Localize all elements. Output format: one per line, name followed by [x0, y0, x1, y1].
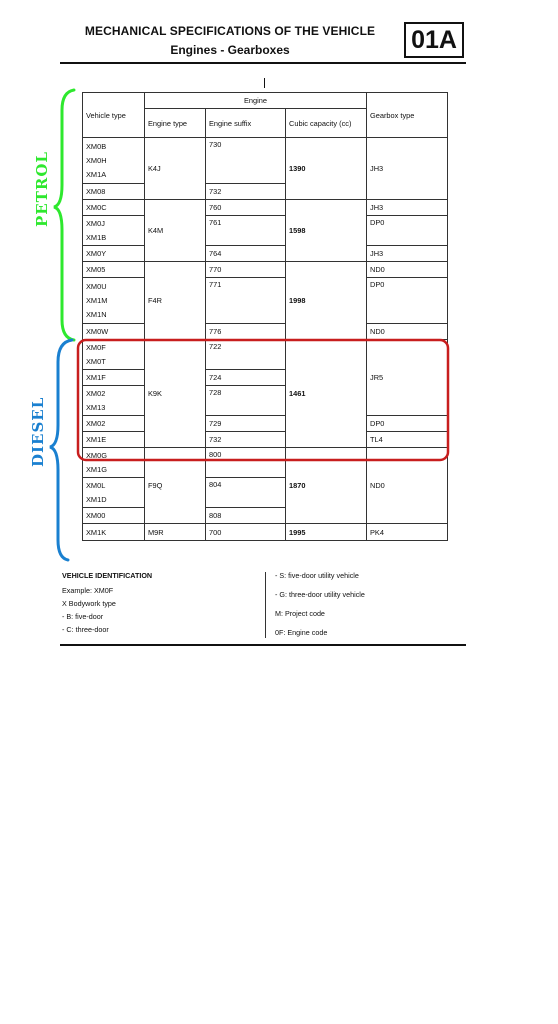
vehicle-identification-heading: VEHICLE IDENTIFICATION [62, 571, 153, 580]
table-cell-suffix: 770 [206, 262, 286, 278]
table-cell-suffix: 724 [206, 370, 286, 386]
table-cell-engine-type: K4M [145, 200, 206, 262]
table-cell-gearbox: DP0 [367, 278, 448, 324]
table-cell-suffix: 760 [206, 200, 286, 216]
table-cell-suffix: 732 [206, 184, 286, 200]
table-cell-suffix: 732 [206, 432, 286, 448]
table-cell-engine-type: M9R [145, 524, 206, 541]
table-cell-engine-type: K4J [145, 138, 206, 200]
table-cell-vehicle: XM08 [83, 184, 145, 200]
three-door-text: - C: three-door [62, 625, 109, 634]
header-engine: Engine [145, 93, 367, 109]
example-text: Example: XM0F [62, 586, 114, 595]
footer-divider [265, 572, 266, 638]
header-gearbox-type: Gearbox type [367, 93, 448, 138]
table-cell-vehicle: XM1K [83, 524, 145, 541]
bodywork-text: X Bodywork type [62, 599, 116, 608]
table-cell-suffix: 771 [206, 278, 286, 324]
table-cell-capacity: 1998 [286, 262, 367, 340]
table-cell-vehicle: XM05 [83, 262, 145, 278]
table-cell-gearbox: ND0 [367, 448, 448, 524]
diesel-label: DIESEL [29, 396, 47, 467]
header-cubic-capacity: Cubic capacity (cc) [286, 109, 367, 138]
table-cell-vehicle: XM0B XM0H XM1A [83, 138, 145, 184]
section-code-box: 01A [404, 22, 464, 58]
table-cell-vehicle: XM0G XM1G [83, 448, 145, 478]
header-vehicle-type: Vehicle type [83, 93, 145, 138]
table-cell-suffix: 761 [206, 216, 286, 246]
table-cell-capacity: 1461 [286, 340, 367, 448]
table-cell-gearbox: TL4 [367, 432, 448, 448]
footer-right [275, 570, 465, 638]
utility-five-door-text: - S: five-door utility vehicle [275, 571, 359, 580]
project-code-text: M: Project code [275, 609, 325, 618]
table-cell-vehicle: XM0J XM1B [83, 216, 145, 246]
table-cell-capacity: 1390 [286, 138, 367, 200]
table-cell-suffix: 804 [206, 478, 286, 508]
diesel-brace [50, 340, 72, 560]
table-cell-suffix: 722 [206, 340, 286, 370]
table-cell-gearbox: DP0 [367, 216, 448, 246]
table-cell-gearbox: JH3 [367, 200, 448, 216]
header-engine-type: Engine type [145, 109, 206, 138]
table-cell-vehicle: XM0U XM1M XM1N [83, 278, 145, 324]
table-cell-vehicle: XM02 XM13 [83, 386, 145, 416]
table-cell-vehicle: XM1F [83, 370, 145, 386]
table-cell-vehicle: XM0F XM0T [83, 340, 145, 370]
five-door-text: - B: five-door [62, 612, 104, 621]
footer-left [62, 570, 257, 635]
table-cell-suffix: 728 [206, 386, 286, 416]
table-cell-gearbox: JH3 [367, 246, 448, 262]
table-cell-suffix: 730 [206, 138, 286, 184]
header-engine-suffix: Engine suffix [206, 109, 286, 138]
table-cell-suffix: 800 [206, 448, 286, 478]
petrol-brace [54, 90, 74, 340]
table-cell-gearbox: PK4 [367, 524, 448, 541]
table-cell-suffix: 729 [206, 416, 286, 432]
table-cell-vehicle: XM0C [83, 200, 145, 216]
table-cell-gearbox: ND0 [367, 324, 448, 340]
table-cell-suffix: 764 [206, 246, 286, 262]
table-cell-vehicle: XM0W [83, 324, 145, 340]
table-cell-engine-type: F9Q [145, 448, 206, 524]
petrol-label: PETROL [33, 151, 51, 227]
table-cell-suffix: 776 [206, 324, 286, 340]
table-cell-engine-type: K9K [145, 340, 206, 448]
table-cell-vehicle: XM0L XM1D [83, 478, 145, 508]
header-rule [60, 62, 466, 64]
engine-code-text: 0F: Engine code [275, 628, 328, 637]
table-cell-vehicle: XM0Y [83, 246, 145, 262]
table-cell-gearbox: JR5 [367, 340, 448, 416]
table-cell-capacity: 1995 [286, 524, 367, 541]
page-title: MECHANICAL SPECIFICATIONS OF THE VEHICLE [84, 24, 376, 38]
page-subtitle: Engines - Gearboxes [170, 43, 290, 57]
table-cell-vehicle: XM00 [83, 508, 145, 524]
table-cell-gearbox: ND0 [367, 262, 448, 278]
table-cell-gearbox: JH3 [367, 138, 448, 200]
tick-mark [264, 78, 265, 88]
footer-rule-top [60, 562, 466, 563]
specifications-table [82, 92, 448, 541]
footer-rule [60, 644, 466, 646]
table-cell-engine-type: F4R [145, 262, 206, 340]
table-cell-capacity: 1598 [286, 200, 367, 262]
utility-three-door-text: - G: three-door utility vehicle [275, 590, 365, 599]
table-cell-capacity: 1870 [286, 448, 367, 524]
table-cell-suffix: 808 [206, 508, 286, 524]
table-cell-vehicle: XM02 [83, 416, 145, 432]
table-cell-gearbox: DP0 [367, 416, 448, 432]
table-cell-vehicle: XM1E [83, 432, 145, 448]
table-cell-suffix: 700 [206, 524, 286, 541]
